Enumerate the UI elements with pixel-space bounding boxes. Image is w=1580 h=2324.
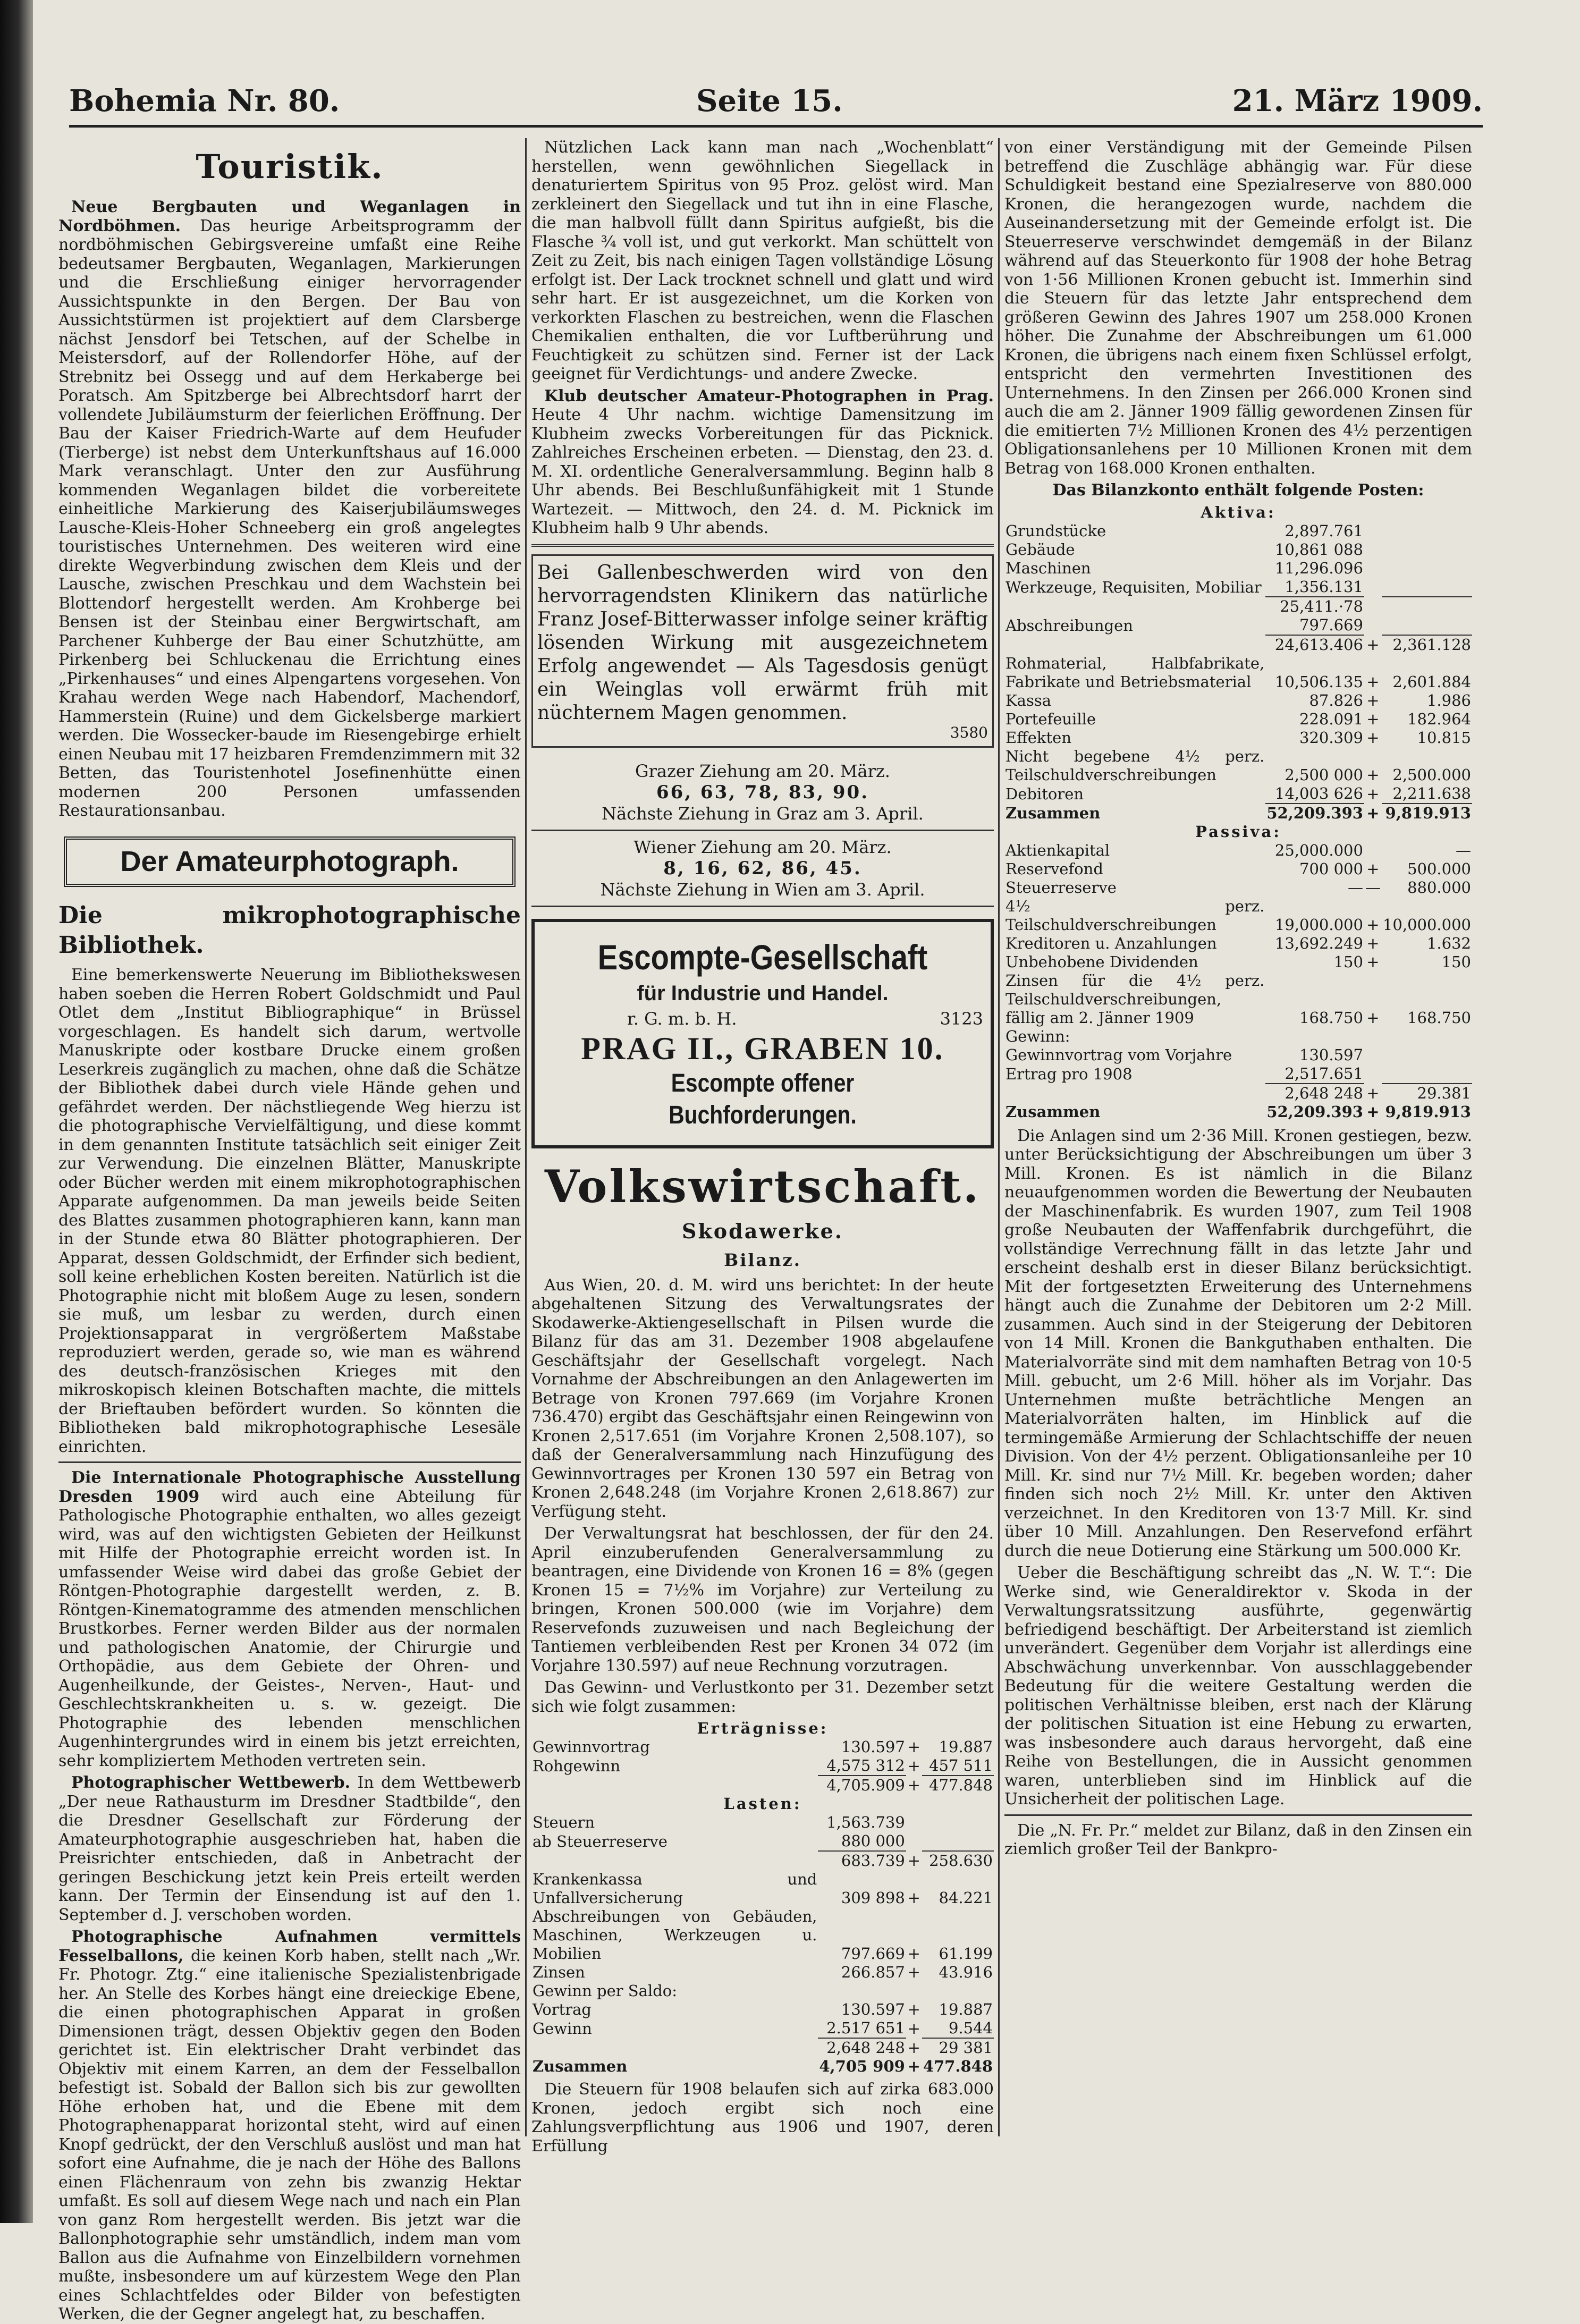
row-label: Aktienkapital <box>1006 841 1110 859</box>
skoda-paragraph-3: Die Steuern für 1908 belaufen sich auf zirka 683.000 Kronen, jedoch ergibt sich noch eine Zahlungsverpflichtung aus 1906 und 1907, deren Erfüllung <box>531 2080 994 2156</box>
row-label <box>1004 635 1265 654</box>
table-row <box>1004 559 1472 578</box>
row-operator: + <box>1366 859 1380 878</box>
row-operator: + <box>1366 709 1380 728</box>
row-change <box>1382 1027 1472 1046</box>
row-operator: + <box>1366 635 1380 654</box>
row-value: 4,705 909 <box>819 2057 905 2075</box>
gallen-number: 3580 <box>950 723 988 741</box>
row-operator: + <box>907 1776 920 1794</box>
column-middle <box>531 138 994 2158</box>
wiener-lottery <box>531 831 994 907</box>
row-label: Werkzeuge, Requisiten, Mobiliar <box>1006 578 1262 596</box>
row-value: 168.750 <box>1299 1008 1363 1027</box>
table-row <box>1004 729 1472 747</box>
table-row <box>1004 654 1472 691</box>
row-value: 2,897.761 <box>1285 521 1363 540</box>
row-operator: + <box>907 1945 920 1963</box>
gv-intro: Das Gewinn- und Verlustkonto per 31. Dezember setzt sich wie folgt zusammen: <box>531 1678 994 1716</box>
row-operator: + <box>1366 1084 1380 1102</box>
row-change <box>1382 597 1472 616</box>
table-row <box>531 2000 994 2019</box>
row-operator: + <box>907 2057 920 2075</box>
row-label <box>531 2038 818 2057</box>
row-operator <box>1364 1046 1382 1064</box>
row-value: 309 898 <box>841 1889 905 1907</box>
row-label <box>1004 1084 1265 1103</box>
table-row <box>531 1776 994 1795</box>
newspaper-issue: Bohemia Nr. 80. <box>69 83 340 119</box>
row-value: 19,000.000 <box>1274 915 1363 934</box>
row-change: 2,361.128 <box>1392 635 1471 654</box>
skoda-paragraph-1: Aus Wien, 20. d. M. wird uns berichtet: In der heute abgehaltenen Sitzung des Verwaltungsrates der Skodawerke-Aktiengesellschaft in Pilsen wurde die Bilanz für das am 31. Dezember 1908 abgelaufene Geschäftsjahr der Gesellschaft vorgelegt. Nach Vornahme der Abschreibungen an den Anlagewerten im Betrage von Kronen 797.669 (im Vorjahre Kronen 736.470) ergibt das Geschäftsjahr einen Reingewinn von Kronen 2,517.651 (im Vorjahre Kronen 2,508.107), so daß der Generalversammlung nach Hinzufügung des Gewinnvortrages per Kronen 130 597 ein Betrag von Kronen 2,648.248 (im Vorjahre Kronen 2,618.867) zur Verfügung steht. <box>531 1275 994 1521</box>
row-label <box>531 1776 818 1795</box>
row-operator: + <box>1366 952 1380 971</box>
row-operator <box>1364 841 1382 860</box>
row-change <box>1382 616 1472 635</box>
bilanz-paragraph-3: Ueber die Beschäftigung schreibt das „N. W. T.“: Die Werke sind, wie Generaldirektor v. Skoda in der Verwaltungsratssitzung ausführte, gegenwärtig befriedigend beschäftigt. Der Arbeiterstand ist ziemlich unverändert. Gegenüber dem Vorjahr ist allerdings eine Abschwächung unverkennbar. Von ausschlaggebender Bedeutung für die weitere Gestaltung werden die politischen Verhältnisse bleiben, erst nach der Klärung der politischen Situation ist eine Hebung zu erwarten, was insbesondere auch daraus hervorgeht, daß eine Reihe von Bestellungen, die in Aussicht genommen waren, unterblieben sind im Hinblick auf die Unsicherheit der politischen Lage. <box>1004 1564 1472 1809</box>
row-label: Vortrag <box>533 2000 592 2018</box>
row-label: Zusammen <box>1006 1102 1101 1121</box>
row-value: 4,575 312 <box>818 1756 906 1776</box>
row-label: Zusammen <box>533 2057 628 2075</box>
page-number: Seite 15. <box>696 83 843 119</box>
table-row <box>1004 897 1472 934</box>
row-label: Steuerreserve <box>1006 878 1117 897</box>
row-value: 2,500 000 <box>1285 765 1363 784</box>
bilanz-intro: Das Bilanzkonto enthält folgende Posten: <box>1052 481 1424 500</box>
row-change: 2,500.000 <box>1392 765 1471 784</box>
row-value: 10,861 088 <box>1274 540 1363 559</box>
table-row <box>531 1719 994 1738</box>
row-value <box>1265 1027 1364 1046</box>
amateur-section-banner: Der Amateurphotograph. <box>64 836 516 888</box>
row-change: 477.848 <box>929 1776 993 1794</box>
row-change: 1.632 <box>1426 934 1471 952</box>
bilanz-heading: Bilanz. <box>724 1249 801 1270</box>
gallen-text: Bei Gallenbeschwerden wird von den hervorragendsten Klinikern das natürliche Franz Josef-Bitterwasser infolge seiner kräftig lösenden Wirkung mit ausgezeichnetem Erfolg angewendet — Als Tagesdosis genügt ein Weinglas voll erwärmt früh mit nüchternem Magen genommen. <box>537 561 988 724</box>
issue-date: 21. März 1909. <box>1232 83 1483 119</box>
row-label: 4½ perz. Teilschuldverschreibungen <box>1006 897 1265 934</box>
wettbewerb-text: In dem Wettbewerb „Der neue Rathausturm im Dresdner Stadtbilde“, den die Dresdner Gesellschaft zur Förderung der Amateurphotographie ausgeschrieben hat, haben die Preisrichter entschieden, daß in Anbetracht der geringen Beschickung jetzt kein Preis erteilt werden kann. Der Termin der Einsendung ist auf den 1. September d. J. verschoben worden. <box>58 1773 521 1924</box>
row-label: Gewinn <box>533 2019 592 2038</box>
table-row <box>1004 691 1472 710</box>
table-row <box>531 1982 994 2000</box>
table-row <box>531 1795 994 1813</box>
row-value: 130.597 <box>1299 1045 1363 1064</box>
row-value: 87.826 <box>1309 691 1363 709</box>
row-change: 10.815 <box>1417 728 1471 747</box>
table-row <box>531 2038 994 2057</box>
table-row <box>1004 503 1472 522</box>
row-label: Gewinn per Saldo: <box>533 1982 678 2000</box>
row-value: 266.857 <box>841 1963 905 1981</box>
column-rule <box>998 138 1000 2136</box>
row-change <box>922 1813 994 1832</box>
table-row <box>1004 934 1472 953</box>
row-operator: + <box>1366 915 1380 934</box>
fessel-lead: Photographische Aufnahmen vermittels Fesselballons, <box>58 1928 521 1965</box>
row-value: 683.739 <box>841 1852 905 1870</box>
row-operator <box>1364 559 1382 578</box>
row-value: 52,209.393 <box>1266 1102 1363 1121</box>
row-operator <box>906 1813 922 1832</box>
row-operator <box>906 1982 922 2000</box>
bilanz-paragraph-2: Die Anlagen sind um 2·36 Mill. Kronen gestiegen, bezw. unter Berücksichtigung der Abschreibungen um über 3 Mill. Kronen. Es ist nämlich in die Bilanz neuaufgenommen worden die Bewertung der Neubauten der Maschinenfabrik. Es wurden 1907, zum Teil 1908 große Neubauten der Waffenfabrik durchgeführt, die vollständige Verrechnung fällt in das letzte Jahr und erscheint deshalb erst in dieser Bilanz berücksichtigt. Mit der fortgesetzten Erweiterung des Unternehmens hängt auch die Zunahme der Debitoren um 2·2 Mill. zusammen. Auch sind in der Steigerung der Debitoren von 14 Mill. Kronen die Bankguthaben enthalten. Die Materialvorräte sind mit dem namhaften Betrag von 10·5 Mill. gebucht, um 2·6 Mill. höher als im Vorjahr. Das Unternehmen mußte beträchtliche Mengen an Materialvorräten halten, im Hinblick auf die termingemäße Armierung der Schlachtschiffe der neuen Division. Von der 4½ perzent. Obligationsanleihe per 10 Mill. Kr. sind nur 7½ Mill. Kr. begeben worden; daher finden sich noch 2½ Mill. Kr. unter den Aktiven verzeichnet. In den Kreditoren von 13·7 Mill. Kr. sind über 10 Mill. Anzahlungen. Den Reservefond erfährt durch die neue Dotierung eine Stärkung um 500.000 Kr. <box>1004 1126 1472 1560</box>
mikro-article: Eine bemerkenswerte Neuerung im Bibliothekswesen haben soeben die Herren Robert Goldschmidt und Paul Otlet dem „Institut Bibliographique“ in Brüssel vorgeschlagen. Es handelt sich darum, wertvolle Manuskripte oder kostbare Drucke einem großen Leserkreis zugänglich zu machen, ohne daß die Schätze der Bibliothek dabei durch viele Hände gehen und gefährdet werden. Der nächstliegende Weg hierzu ist die photographische Vervielfältigung, und diese kommt in dem genannten Institute tatsächlich seit einiger Zeit zur Verwendung. Die einzelnen Blätter, Manuskripte oder Bücher werden mit einem mikrophotographischen Apparate aufgenommen. Da man jeweils beide Seiten des Blattes zusammen photographieren kann, kann man in der Stunde etwa 80 Blätter photographieren. Der Apparat, dessen Goldschmidt, der Erfinder sich bedient, soll keine erheblichen Kosten bereiten. Natürlich ist die Photographie nicht mit bloßem Auge zu lesen, sondern sie muß, um lesbar zu werden, durch einen Projektionsapparat in vergrößertem Maßstabe reproduziert werden, gerade so, wie man es während des deutsch-französischen Krieges mit den mikroskopisch kleinen Botschaften machte, die mittels der Brieftauben befördert wurden. So könnten die Bibliotheken bald mikrophotographische Lesesäle einrichten. <box>58 966 521 1456</box>
table-row <box>1004 710 1472 729</box>
table-row <box>1004 784 1472 804</box>
row-operator: + <box>907 2000 920 2018</box>
ad-service: Escompte offener Buchforderungen. <box>669 1069 857 1129</box>
table-row <box>1004 823 1472 841</box>
row-change <box>1382 1064 1472 1084</box>
ad-company-name: Escompte-Gesellschaft <box>597 937 928 977</box>
row-operator: + <box>907 1757 920 1775</box>
row-operator: — <box>1365 878 1381 897</box>
row-change: 258.630 <box>929 1852 993 1870</box>
row-label: Rohgewinn <box>533 1757 621 1775</box>
row-operator: + <box>907 1963 920 1981</box>
row-operator <box>1364 540 1382 559</box>
table-row <box>1004 635 1472 654</box>
row-operator: + <box>1366 1102 1380 1121</box>
row-label: Rohmaterial, Halbfabrikate, Fabrikate und Betriebsmaterial <box>1006 654 1265 691</box>
row-operator: + <box>907 1852 920 1870</box>
row-value: 228.091 <box>1299 709 1363 728</box>
volkswirtschaft-heading: Volkswirtschaft. <box>544 1160 981 1213</box>
row-operator: + <box>907 2039 920 2057</box>
table-row <box>531 1851 994 1870</box>
row-operator <box>1364 578 1382 597</box>
row-value: 52,209.393 <box>1266 804 1363 822</box>
row-value: 797.669 <box>1265 616 1364 635</box>
row-value: 797.669 <box>841 1945 905 1963</box>
row-label: Gewinnvortrag <box>533 1738 650 1756</box>
ad-subtitle: für Industrie und Handel. <box>637 981 889 1005</box>
klub-lead: Klub deutscher Amateur-Photographen in Prag. <box>544 386 994 405</box>
row-change: 9,819.913 <box>1385 804 1471 822</box>
table-row <box>1004 860 1472 878</box>
table-section-heading: Erträgnisse: <box>697 1719 829 1737</box>
ad-legal-form <box>542 1008 983 1029</box>
row-operator: + <box>907 1738 920 1756</box>
row-change <box>1382 578 1472 597</box>
table-row <box>1004 597 1472 616</box>
table-row <box>531 1832 994 1851</box>
row-value: — <box>1347 878 1363 897</box>
skoda-heading: Skodawerke. <box>682 1219 843 1243</box>
row-label: Ertrag pro 1908 <box>1006 1064 1133 1083</box>
bilanz-table <box>1004 503 1472 1121</box>
intl-article <box>58 1468 521 1770</box>
fessel-text: die keinen Korb haben, stellt nach „Wr. Fr. Photogr. Ztg.“ eine italienische Spezialistenbrigade her. An Stelle des Korbes hängt eine dreieckige Ebene, die einen photographischen Apparat in großen Dimensionen trägt, dessen Objektiv gegen den Boden gerichtet ist. Ein elektrischer Draht verbindet das Objektiv mit einem Karren, an dem der Fesselballon befestigt ist. Sobald der Ballon sich bis zur gewollten Höhe erhoben hat, und die Ebene mit dem Photographenapparat horizontal steht, wird auf einen Knopf gedrückt, der den Verschluß auslöst und man hat sofort eine Aufnahme, die je nach der Höhe des Ballons einen Flächenraum von zehn bis zwanzig Hektar umfaßt. Es soll auf diesem Wege nach und nach ein Plan von ganz Rom hergestellt werden. Bis jetzt war die Ballonphotographie sehr umständlich, indem man vom Ballon aus die Aufnahme von Einzelbildern vornehmen mußte, insbesondere um auf kürzestem Wege den Plan eines Schlachtfeldes oder Bilder von befestigten Werken, die der Gegner angelegt hat, zu beschaffen. <box>58 1946 521 2323</box>
row-value: 2,648 248 <box>826 2039 905 2057</box>
table-row <box>531 1963 994 1982</box>
row-change <box>1382 1046 1472 1064</box>
table-section-heading: Aktiva: <box>1201 503 1276 521</box>
row-change <box>1382 540 1472 559</box>
table-row <box>1004 841 1472 860</box>
touristik-heading: Touristik. <box>196 147 384 186</box>
ad-address: PRAG II., GRABEN 10. <box>581 1030 944 1066</box>
grazer-lottery <box>531 755 994 831</box>
table-row <box>1004 1064 1472 1084</box>
table-row <box>1004 747 1472 784</box>
row-change: 10,000.000 <box>1382 915 1471 934</box>
row-label: Portefeuille <box>1006 709 1096 728</box>
row-value: 11,296.096 <box>1274 559 1363 577</box>
row-label: ab Steuerreserve <box>533 1832 668 1850</box>
row-change: 1.986 <box>1426 691 1471 709</box>
grazer-next: Nächste Ziehung in Graz am 3. April. <box>602 803 924 824</box>
row-value: 2.517 651 <box>818 2019 906 2038</box>
table-row <box>1004 878 1472 897</box>
intl-text: wird auch eine Abteilung für Pathologische Photographie enthalten, wo alles gezeigt wird, was auf den wichtigsten Gebieten der Heilkunst mit Hilfe der Photographie erreicht worden ist. In umfassender Weise wird dabei das große Gebiet der Röntgen-Photographie dargestellt werden, z. B. Röntgen-Kinematogramme des atmenden menschlichen Brustkorbes. Ferner werden Bilder aus der normalen und pathologischen Anatomie, der Chirurgie und Orthopädie, aus dem Gebiete der Ohren- und Augenheilkunde, der Geistes-, Nerven-, Haut- und Geschlechtskrankheiten u. s. w. gezeigt. Die Photographie des lebenden menschlichen Augenhintergrundes wird in einem bis jetzt erreichten, sehr kompliziertem Methoden vertreten sein. <box>58 1487 521 1770</box>
row-change <box>1382 522 1472 540</box>
mikro-heading: Die mikrophotographische Bibliothek. <box>58 902 521 959</box>
row-operator: + <box>1366 804 1380 822</box>
row-operator <box>906 1832 922 1851</box>
wettbewerb-lead: Photographischer Wettbewerb. <box>71 1773 351 1792</box>
row-operator <box>1364 522 1382 540</box>
row-value: 25,000.000 <box>1274 841 1363 859</box>
column-right <box>1004 138 1472 2158</box>
column-rule <box>525 138 527 2136</box>
row-change: 29.381 <box>1417 1084 1471 1102</box>
wiener-title: Wiener Ziehung am 20. März. <box>633 836 892 857</box>
row-label: Gewinnvortrag vom Vorjahre <box>1006 1045 1232 1064</box>
row-value: 24,613.406 <box>1274 635 1363 654</box>
row-label: Gewinn: <box>1006 1027 1070 1045</box>
grazer-title: Grazer Ziehung am 20. März. <box>635 760 890 781</box>
row-change: 168.750 <box>1407 1008 1471 1027</box>
row-label: Zusammen <box>1006 804 1101 822</box>
row-label: Nicht begebene 4½ perz. Teilschuldverschreibungen <box>1006 747 1265 784</box>
row-value: 10,506.135 <box>1274 672 1363 691</box>
row-value: 4,705.909 <box>826 1776 905 1794</box>
escompte-advert <box>531 919 994 1148</box>
bilanz-paragraph-1: von einer Verständigung mit der Gemeinde Pilsen betreffend die Zuschläge abhängig war. Für diese Schuldigkeit bestand eine Spezialreserve von 880.000 Kronen, die herangezogen wurde, nachdem die Auseinandersetzung mit der Gemeinde erfolgt ist. Die Steuerreserve verschwindet demgemäß in der Bilanz während auf das Steuerkonto für 1908 der hohe Betrag von 1·56 Millionen Kronen gebucht ist. Immerhin sind die Steuern für das letzte Jahr entsprechend dem größeren Gewinn des Jahres 1907 um 258.000 Kronen höher. Die Zunahme der Abschreibungen um 61.000 Kronen, die übrigens nach einem fixen Schlüssel erfolgt, entspricht den vermehrten Investitionen des Unternehmens. In den Zinsen per 266.000 Kronen sind auch die am 2. Jänner 1909 fällig gewordenen Zinsen für die emitierten 7½ Millionen Kronen des 4½ perzentigen Obligationsanlehens per 10 Millionen Kronen mit dem Betrag von 168.000 Kronen enthalten. <box>1004 138 1472 478</box>
row-label: Kassa <box>1006 691 1052 709</box>
row-operator: + <box>1366 691 1380 709</box>
row-change: 880.000 <box>1407 878 1471 897</box>
table-row <box>531 1870 994 1907</box>
table-row <box>531 1738 994 1756</box>
row-change: 9,819.913 <box>1385 1102 1471 1121</box>
row-operator: + <box>1366 728 1380 747</box>
row-value: 14,003 626 <box>1265 784 1364 804</box>
row-change: 457 511 <box>922 1756 994 1776</box>
table-row <box>531 2057 994 2076</box>
row-value: 320.309 <box>1299 728 1363 747</box>
intl-lead: Die Internationale Photographische Ausstellung Dresden 1909 <box>58 1468 521 1506</box>
row-change: 150 <box>1441 952 1471 971</box>
row-operator <box>1364 1027 1382 1046</box>
table-row <box>531 1813 994 1832</box>
row-value: 13,692.249 <box>1274 934 1363 952</box>
divider <box>531 544 994 547</box>
row-operator: + <box>907 2019 920 2038</box>
wiener-numbers: 8, 16, 62, 86, 45. <box>663 857 862 879</box>
touristik-lead: Neue Bergbauten und Weganlagen in Nordböhmen. <box>58 198 521 235</box>
row-change: 19.887 <box>939 2000 993 2018</box>
row-label: Zinsen <box>533 1963 585 1981</box>
row-value: 150 <box>1333 952 1363 971</box>
table-row <box>531 1756 994 1776</box>
row-value: 880 000 <box>818 1832 906 1851</box>
row-label: Grundstücke <box>1006 521 1106 540</box>
row-label: Reservefond <box>1006 859 1103 878</box>
row-operator <box>1364 597 1382 616</box>
row-change: 19.887 <box>939 1738 993 1756</box>
row-label: Gebäude <box>1006 540 1075 559</box>
row-label: Krankenkassa und Unfallversicherung <box>533 1870 817 1907</box>
row-operator <box>1364 616 1382 635</box>
row-value: 130.597 <box>841 2000 905 2018</box>
klub-article <box>531 387 994 538</box>
row-operator: + <box>1366 765 1380 784</box>
table-row <box>1004 1084 1472 1103</box>
table-section-heading: Passiva: <box>1195 822 1281 841</box>
row-value: 2,648 248 <box>1285 1084 1363 1102</box>
row-change: 2,211.638 <box>1382 784 1472 804</box>
row-label <box>1004 597 1265 616</box>
row-value: 1,356.131 <box>1265 578 1364 597</box>
wiener-next: Nächste Ziehung in Wien am 3. April. <box>600 879 925 900</box>
bilanz-paragraph-4: Die „N. Fr. Pr.“ meldet zur Bilanz, daß in den Zinsen ein ziemlich großer Teil der Bankpro- <box>1004 1821 1472 1858</box>
row-value <box>818 1982 906 2000</box>
row-operator: + <box>1366 672 1380 691</box>
fessel-article <box>58 1928 521 2324</box>
row-operator: + <box>1366 1008 1380 1027</box>
grazer-numbers: 66, 63, 78, 83, 90. <box>656 781 869 803</box>
row-label: Effekten <box>1006 728 1072 747</box>
touristik-text: Das heurige Arbeitsprogramm der nordböhmischen Gebirgsvereine umfaßt eine Reihe bedeutsamer Bergbauten, Weganlagen, Markierungen und die Erschließung einiger hervorragender Aussichtspunkte in den Bergen. Der Bau von Aussichtstürmen ist projektiert auf dem Clarsberge nächst Jensdorf bei Tetschen, auf der Schelbe in Meistersdorf, auf der Rollendorfer Höhe, auf der Strebnitz bei Ossegg und auf dem Herkaberge bei Poratsch. Am Spitzberge bei Albrechtsdorf harrt der vollendete Jubiläumsturm der feierlichen Eröffnung. Der Bau der Kaiser Friedrich-Warte auf dem Heufuder (Tierberge) ist nebst dem Unterkunftshaus auf 16.000 Mark veranschlagt. Unter den zur Ausführung kommenden Weganlagen bildet die vorbereitete einheitliche Markierung des Kaiserjubiläumsweges Lausche-Kleis-Hoher Schneeberg ein groß angelegtes touristisches Unternehmen. Des weiteren wird eine direkte Wegverbindung zwischen dem Kleis und der Lausche, zwischen Preschkau und dem Wachstein bei Blottendorf hergestellt werden. Am Krohberge bei Bensen ist der Steinbau einer Bergwirtschaft, am Parchener Kuhberge der Bau einer Schutzhütte, am Pirkenberg bei Schluckenau die Errichtung eines „Pirkenhauses“ und eines Alpengartens vorgesehen. Von Krahau werden Wege nach Habendorf, Machendorf, Hammerstein (Ruine) und dem Gickelsberge markiert werden. Die Wossecker-baude im Riesengebirge erhielt einen Neubau mit 17 heizbaren Fremdenzimmern mit 32 Betten, das Touristenhotel Josefinenhütte einen modernen 200 Personen umfassenden Restaurationsanbau. <box>58 216 521 820</box>
table-row <box>1004 540 1472 559</box>
row-value: 2,517.651 <box>1265 1064 1364 1084</box>
table-row <box>1004 804 1472 823</box>
row-change: 43.916 <box>939 1963 993 1981</box>
row-operator: + <box>907 1889 920 1907</box>
touristik-article <box>58 198 521 821</box>
row-operator: + <box>1366 934 1380 952</box>
divider <box>58 1461 521 1463</box>
row-label: Unbehobene Dividenden <box>1006 952 1198 971</box>
skoda-paragraph-2: Der Verwaltungsrat hat beschlossen, der für den 24. April einzuberufenden Generalversammlung zu beantragen, eine Dividende von Kronen 16 = 8% (gegen Kronen 15 = 7½% im Vorjahre) zur Verteilung zu bringen, Kronen 500.000 (wie im Vorjahre) dem Reservefonds zuzuweisen und nach Begleichung der Tantiemen verbleibenden Rest per Kronen 34 072 (im Vorjahre 130.597) auf neue Rechnung vorzutragen. <box>531 1524 994 1675</box>
row-change <box>1382 559 1472 578</box>
table-section-heading: Lasten: <box>723 1795 802 1813</box>
row-label: Zinsen für die 4½ perz. Teilschuldverschreibungen, fällig am 2. Jänner 1909 <box>1006 971 1265 1027</box>
row-value: 700 000 <box>1299 859 1363 878</box>
table-row <box>1004 522 1472 540</box>
row-change: 477.848 <box>923 2057 993 2075</box>
row-label: Maschinen <box>1006 559 1091 577</box>
ad-number: 3123 <box>940 1008 983 1029</box>
row-label: Steuern <box>533 1813 595 1831</box>
row-operator <box>1364 1064 1382 1084</box>
table-row <box>531 2019 994 2038</box>
row-label: Kreditoren u. Anzahlungen <box>1006 934 1217 952</box>
table-row <box>1004 616 1472 635</box>
gewinn-verlust-table <box>531 1719 994 2076</box>
row-change: 500.000 <box>1407 859 1471 878</box>
klub-text: Heute 4 Uhr nachm. wichtige Damensitzung im Klubheim zwecks Vorbereitungen für das Picknick. Zahlreiches Erscheinen erbeten. — Dienstag, den 23. d. M. XI. ordentliche Generalversammlung. Beginn halb 8 Uhr abends. Bei Beschlußunfähigkeit mit 1 Stunde Wartezeit. — Mittwoch, den 24. d. M. Picknick im Klubheim halb 9 Uhr abends. <box>531 405 994 537</box>
table-row <box>1004 971 1472 1027</box>
table-row <box>1004 1046 1472 1064</box>
gallen-advert <box>531 554 994 748</box>
ad-gmbh: r. G. m. b. H. <box>627 1008 737 1029</box>
row-change: 29 381 <box>939 2039 993 2057</box>
row-value: 25,411.·78 <box>1280 597 1363 615</box>
lack-article: Nützlichen Lack kann man nach „Wochenblatt“ herstellen, wenn gewöhnlichen Siegellack in denaturiertem Spiritus von 95 Proz. gelöst wird. Man zerkleinert den Siegellack und tut ihn in eine Flasche, die man halbvoll füllt dann Spiritus aufgießt, bis die Flasche ¾ voll ist, und gut verkorkt. Man schüttelt von Zeit zu Zeit, bis nach einigen Tagen vollständige Lösung erfolgt ist. Der Lack trocknet schnell und glatt und wird sehr hart. Er ist ausgezeichnet, um die Korken von verkorkten Flaschen zu bestreichen, wenn die Flaschen Chemikalien enthalten, die vor Luftberührung und Feuchtigkeit zu schützen sind. Ferner ist der Lack geeignet für Verdichtungs- und andere Zwecke. <box>531 138 994 383</box>
page-header <box>69 80 1483 128</box>
row-change: 2,601.884 <box>1392 672 1471 691</box>
table-row <box>1004 578 1472 597</box>
row-label: Abschreibungen von Gebäuden, Maschinen, Werkzeugen u. Mobilien <box>533 1907 817 1963</box>
divider <box>1004 1814 1472 1816</box>
row-change: 84.221 <box>939 1889 993 1907</box>
table-row <box>1004 1103 1472 1121</box>
row-label: Abschreibungen <box>1006 616 1133 635</box>
table-row <box>1004 1027 1472 1046</box>
row-change: 61.199 <box>939 1945 993 1963</box>
row-label <box>531 1851 818 1870</box>
scan-edge <box>0 0 33 2223</box>
row-value: 130.597 <box>841 1738 905 1756</box>
row-change: — <box>1456 841 1471 859</box>
row-change <box>922 1832 994 1851</box>
row-change: 182.964 <box>1407 709 1471 728</box>
row-operator: + <box>1366 784 1380 803</box>
column-left <box>58 138 521 2323</box>
row-change <box>922 1982 994 2000</box>
table-row <box>531 1907 994 1963</box>
row-value: 1,563.739 <box>826 1813 905 1831</box>
wettbewerb-article <box>58 1773 521 1924</box>
row-change: 9.544 <box>922 2019 994 2038</box>
table-row <box>1004 953 1472 971</box>
row-label: Debitoren <box>1006 784 1084 803</box>
